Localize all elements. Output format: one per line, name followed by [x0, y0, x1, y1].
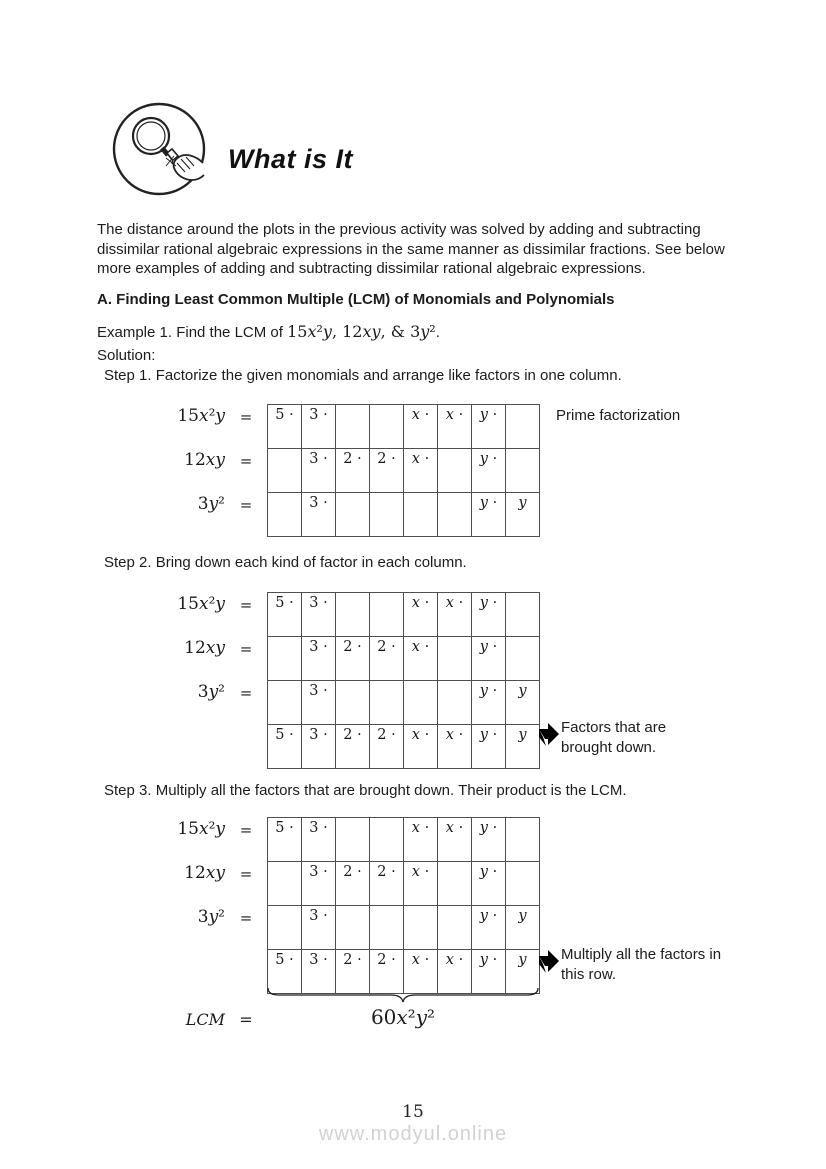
- factor-row: [151, 906, 540, 950]
- factor-cell: x ·: [438, 818, 472, 862]
- note-line: this row.: [561, 965, 617, 983]
- factor-cell: 3 ·: [302, 681, 336, 725]
- factor-cell: [506, 593, 540, 637]
- factor-cell: [370, 493, 404, 537]
- factor-cell: [370, 906, 404, 950]
- factor-cell: [336, 593, 370, 637]
- note-line: Multiply all the factors in: [561, 946, 722, 963]
- factor-cell: [370, 405, 404, 449]
- factor-cell: 5 ·: [268, 405, 302, 449]
- factor-cell: [268, 906, 302, 950]
- factor-cell: 3 ·: [302, 906, 336, 950]
- note-line: brought down.: [561, 738, 657, 756]
- factor-cell: x ·: [438, 725, 472, 769]
- factor-cell: [404, 493, 438, 537]
- solution-label: Solution:: [97, 347, 156, 364]
- page-number: 15: [402, 1102, 424, 1122]
- factor-cell: y: [506, 950, 540, 994]
- row-label-math: [151, 725, 225, 769]
- factor-row: [151, 725, 540, 769]
- factor-cell: y ·: [472, 950, 506, 994]
- factor-cell: y: [506, 906, 540, 950]
- equals-sign: [225, 950, 268, 994]
- factor-row: [151, 449, 540, 493]
- equals-sign: [225, 725, 268, 769]
- factor-row: [151, 637, 540, 681]
- step-1-label: Step 1. Factorize the given monomials and arrange like factors in one column.: [104, 367, 622, 384]
- factor-row: [151, 818, 540, 862]
- factor-cell: 2 ·: [336, 725, 370, 769]
- equals-sign: =: [239, 451, 253, 470]
- row-label-math: 12xy: [184, 637, 225, 658]
- step1-table-container: [151, 404, 540, 537]
- step-2-label: Step 2. Bring down each kind of factor in each column.: [104, 554, 467, 571]
- factor-cell: x ·: [404, 593, 438, 637]
- factor-cell: [438, 449, 472, 493]
- factor-cell: [404, 906, 438, 950]
- example-math: 15x²y, 12xy, & 3y²: [287, 322, 436, 341]
- factors-brought-down-note: [561, 718, 666, 757]
- factor-cell: y: [506, 681, 540, 725]
- row-label-math: 15x²y: [177, 405, 225, 426]
- factor-cell: 5 ·: [268, 950, 302, 994]
- factor-row: [151, 593, 540, 637]
- factor-cell: 3 ·: [302, 593, 336, 637]
- right-arrow-icon: [538, 948, 560, 976]
- row-label-math: [151, 950, 225, 994]
- factor-cell: y ·: [472, 593, 506, 637]
- factor-cell: y ·: [472, 818, 506, 862]
- factor-cell: x ·: [438, 950, 472, 994]
- factor-cell: 2 ·: [370, 950, 404, 994]
- factor-cell: [268, 449, 302, 493]
- row-label-math: 3y²: [197, 681, 225, 702]
- factor-row: [151, 681, 540, 725]
- factor-cell: y: [506, 493, 540, 537]
- factor-cell: 2 ·: [336, 449, 370, 493]
- factor-cell: x ·: [404, 862, 438, 906]
- factor-cell: [336, 405, 370, 449]
- factor-cell: y ·: [472, 906, 506, 950]
- multiply-factors-note: [561, 945, 721, 984]
- factor-cell: [438, 637, 472, 681]
- factor-cell: x ·: [438, 405, 472, 449]
- factor-cell: x ·: [404, 725, 438, 769]
- factor-cell: [268, 862, 302, 906]
- prime-factorization-note: Prime factorization: [556, 407, 681, 424]
- equals-sign: =: [239, 495, 253, 514]
- factor-cell: [438, 493, 472, 537]
- equals-sign: =: [239, 683, 253, 702]
- factor-cell: y ·: [472, 449, 506, 493]
- row-label-math: 3y²: [197, 906, 225, 927]
- factor-cell: [336, 681, 370, 725]
- factor-cell: x ·: [404, 818, 438, 862]
- factor-cell: 5 ·: [268, 593, 302, 637]
- factor-cell: x ·: [404, 950, 438, 994]
- row-label-math: 15x²y: [177, 818, 225, 839]
- factor-cell: 5 ·: [268, 725, 302, 769]
- equals-sign: =: [239, 639, 253, 658]
- factor-cell: y ·: [472, 725, 506, 769]
- factor-cell: 5 ·: [268, 818, 302, 862]
- factor-cell: 2 ·: [336, 637, 370, 681]
- step-3-label: Step 3. Multiply all the factors that are brought down. Their product is the LCM.: [104, 782, 627, 799]
- lcm-label: LCM: [185, 1010, 225, 1029]
- step1-table: [151, 404, 540, 537]
- example-suffix: .: [435, 324, 440, 341]
- factor-cell: [506, 405, 540, 449]
- factor-cell: [438, 906, 472, 950]
- factor-cell: [268, 637, 302, 681]
- factor-cell: 3 ·: [302, 493, 336, 537]
- right-arrow-icon: [538, 721, 560, 749]
- factor-cell: 2 ·: [370, 862, 404, 906]
- magnifier-icon: [111, 101, 207, 197]
- factor-cell: 3 ·: [302, 405, 336, 449]
- step2-table: [151, 592, 540, 769]
- lcm-value: 60x²y²: [370, 1005, 436, 1029]
- equals-sign: =: [239, 908, 253, 927]
- factor-cell: 3 ·: [302, 449, 336, 493]
- watermark: www.modyul.online: [318, 1123, 508, 1145]
- factor-cell: x ·: [404, 449, 438, 493]
- row-label-math: 3y²: [197, 493, 225, 514]
- intro-paragraph: The distance around the plots in the previous activity was solved by adding and subtracting dissimilar rational algebraic expressions in the same manner as dissimilar fractions. See below more examples of adding and subtracting dissimilar rational algebraic expressions.: [97, 221, 725, 277]
- factor-row: [151, 862, 540, 906]
- factor-cell: [438, 862, 472, 906]
- factor-cell: 2 ·: [370, 725, 404, 769]
- factor-cell: [370, 818, 404, 862]
- factor-cell: [506, 449, 540, 493]
- factor-cell: 3 ·: [302, 950, 336, 994]
- note-line: Factors that are: [561, 719, 667, 736]
- step2-table-container: [151, 592, 540, 769]
- factor-row: [151, 493, 540, 537]
- factor-cell: x ·: [404, 637, 438, 681]
- factor-cell: 2 ·: [336, 950, 370, 994]
- factor-cell: y ·: [472, 405, 506, 449]
- factor-cell: 3 ·: [302, 725, 336, 769]
- factor-cell: [336, 818, 370, 862]
- factor-cell: 3 ·: [302, 818, 336, 862]
- factor-cell: x ·: [438, 593, 472, 637]
- factor-cell: [336, 906, 370, 950]
- factor-cell: [370, 681, 404, 725]
- factor-cell: 2 ·: [370, 449, 404, 493]
- example-prefix: Example 1. Find the LCM of: [97, 324, 288, 341]
- example-line: [97, 322, 777, 343]
- factor-cell: y ·: [472, 637, 506, 681]
- row-label-math: 12xy: [184, 449, 225, 470]
- factor-cell: y ·: [472, 862, 506, 906]
- factor-cell: y: [506, 725, 540, 769]
- equals-sign: =: [239, 595, 253, 614]
- factor-cell: [336, 493, 370, 537]
- underbrace: [267, 987, 539, 1004]
- factor-cell: y ·: [472, 493, 506, 537]
- factor-cell: y ·: [472, 681, 506, 725]
- factor-cell: 3 ·: [302, 637, 336, 681]
- row-label-math: 12xy: [184, 862, 225, 883]
- factor-cell: x ·: [404, 405, 438, 449]
- factor-cell: 2 ·: [370, 637, 404, 681]
- factor-cell: [438, 681, 472, 725]
- section-heading: A. Finding Least Common Multiple (LCM) of Monomials and Polynomials: [97, 291, 615, 308]
- factor-cell: [506, 862, 540, 906]
- equals-sign: =: [239, 820, 253, 839]
- factor-cell: [506, 818, 540, 862]
- factor-cell: [268, 493, 302, 537]
- page-title: What is It: [228, 144, 353, 174]
- factor-cell: [506, 637, 540, 681]
- factor-cell: 3 ·: [302, 862, 336, 906]
- equals-sign: =: [239, 407, 253, 426]
- factor-row: [151, 405, 540, 449]
- equals-sign: =: [239, 864, 253, 883]
- factor-cell: [370, 593, 404, 637]
- factor-cell: [404, 681, 438, 725]
- factor-cell: 2 ·: [336, 862, 370, 906]
- lcm-equals: =: [239, 1010, 253, 1029]
- step3-table: [151, 817, 540, 994]
- step3-table-container: [151, 817, 540, 994]
- row-label-math: 15x²y: [177, 593, 225, 614]
- factor-cell: [268, 681, 302, 725]
